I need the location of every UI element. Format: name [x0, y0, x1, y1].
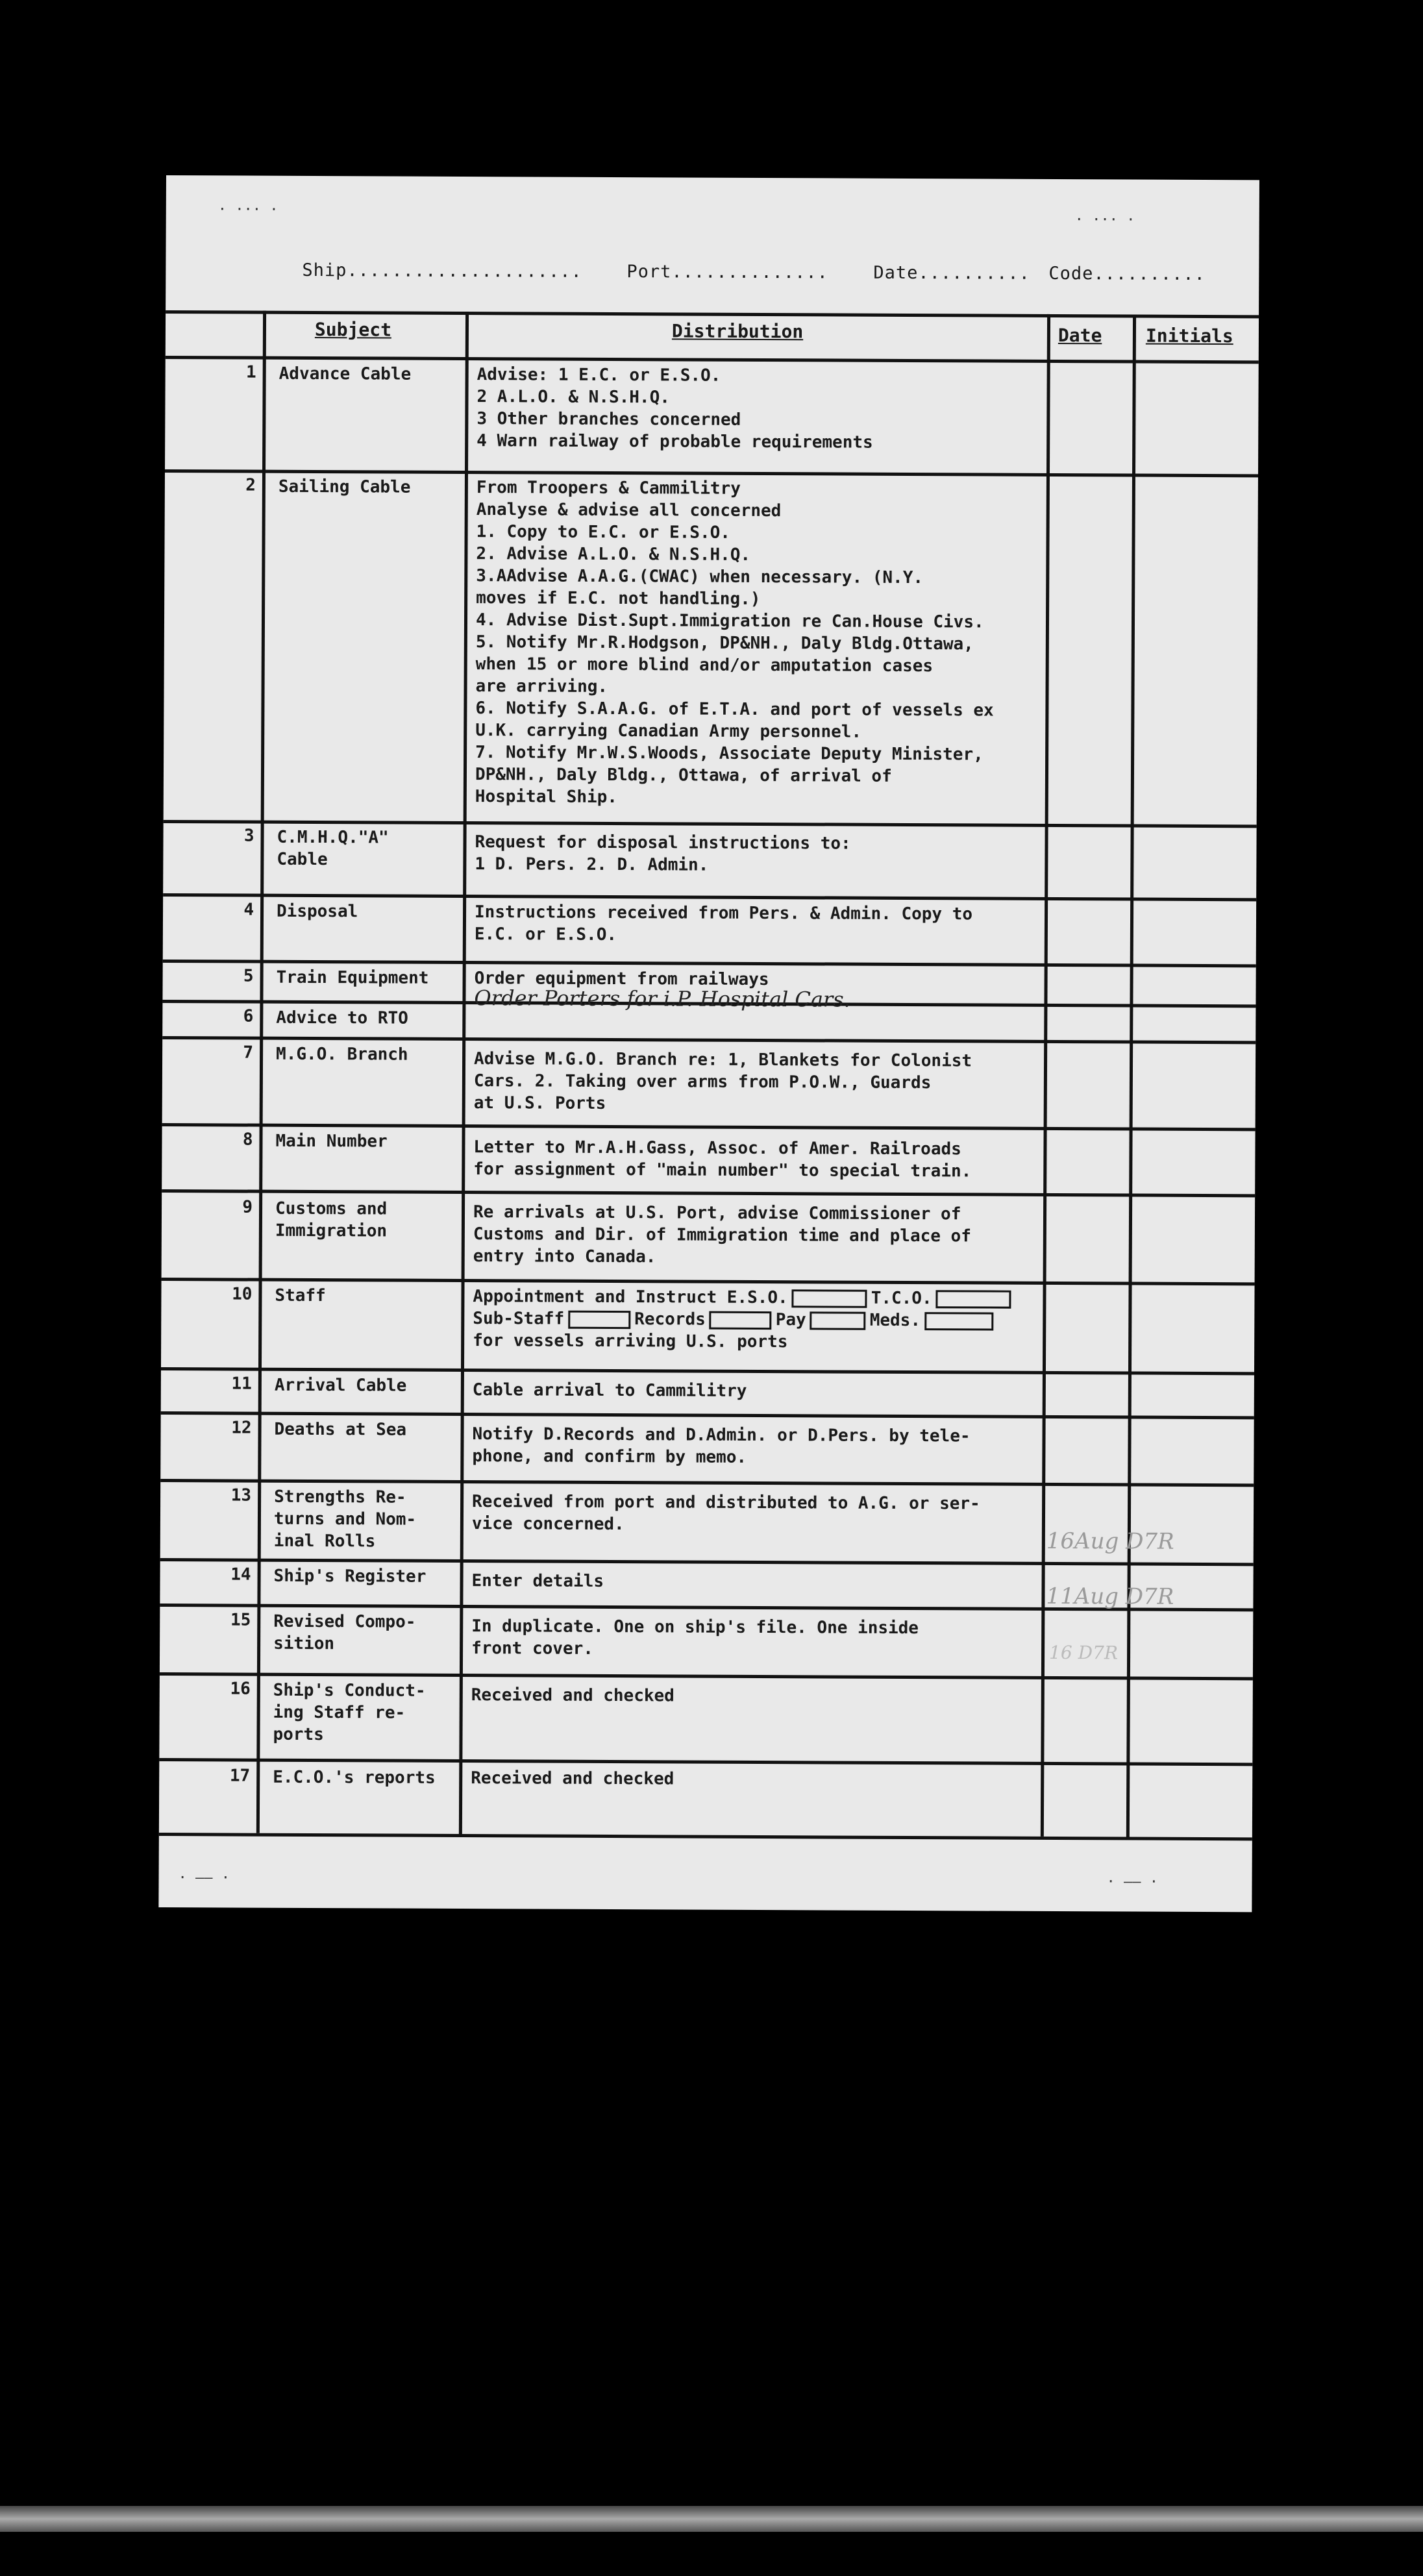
row-distribution: Notify D.Records and D.Admin. or D.Pers. by tele- phone, and confirm by memo. — [472, 1424, 971, 1467]
row-distribution: Letter to Mr.A.H.Gass, Assoc. of Amer. Railroads for assignment of "main number" to special train. — [473, 1137, 972, 1182]
row-number: 5 — [243, 966, 254, 986]
pencil-annotation: 16 D7R — [1049, 1641, 1119, 1664]
staff-pay-label: Pay — [775, 1310, 806, 1330]
row-number: 12 — [231, 1418, 252, 1438]
row-number: 6 — [243, 1006, 254, 1026]
staff-meds-label: Meds. — [869, 1310, 921, 1331]
checkbox[interactable] — [568, 1310, 630, 1328]
row-subject: Advice to RTO — [276, 1008, 408, 1028]
row-number: 7 — [243, 1043, 254, 1063]
row-subject: Disposal — [276, 901, 358, 922]
row-number: 1 — [245, 362, 256, 382]
row-number: 15 — [230, 1610, 251, 1630]
row-subject: Staff — [275, 1285, 326, 1306]
code-field: Code.......... — [1048, 263, 1206, 284]
checkbox[interactable] — [710, 1311, 772, 1329]
row-distribution: Received from port and distributed to A.G. or ser- vice concerned. — [471, 1492, 980, 1535]
staff-line-2 — [473, 1307, 997, 1332]
row-subject: Customs and Immigration — [275, 1198, 388, 1241]
row-number: 11 — [231, 1374, 252, 1394]
row-subject: C.M.H.Q."A" Cable — [277, 827, 389, 870]
row-subject: Sailing Cable — [278, 477, 411, 497]
row-subject: E.C.O.'s reports — [273, 1767, 436, 1788]
row-distribution: Enter details — [471, 1571, 604, 1591]
row-subject: Ship's Register — [273, 1566, 427, 1587]
date-field: Date.......... — [873, 262, 1030, 284]
handwritten-note: Order Porters for i.P. Hospital Cars. — [474, 985, 850, 1012]
row-number: 4 — [243, 900, 254, 920]
row-subject: Advance Cable — [278, 364, 412, 384]
row-number: 14 — [230, 1565, 251, 1585]
row-distribution: Advise M.G.O. Branch re: 1, Blankets for Colonist Cars. 2. Taking over arms from P.O.W., Guards at U.S. Ports — [473, 1049, 972, 1113]
checkbox[interactable] — [936, 1290, 1011, 1309]
checkbox[interactable] — [792, 1289, 867, 1308]
edge-mark: · —— · — [178, 1870, 230, 1887]
row-subject: Main Number — [275, 1131, 388, 1152]
row-subject: Revised Compo- sition — [273, 1611, 416, 1654]
row-distribution: Instructions received from Pers. & Admin. Copy to E.C. or E.S.O. — [474, 902, 973, 945]
pencil-annotation: 11Aug D7R — [1046, 1583, 1174, 1610]
distribution-table — [159, 310, 1259, 1840]
checkbox[interactable] — [924, 1312, 993, 1330]
col-date: Date — [1058, 324, 1102, 347]
ship-field: Ship..................... — [302, 260, 582, 282]
staff-substaff-label: Sub-Staff — [473, 1309, 565, 1329]
staff-tco-label: T.C.O. — [871, 1288, 932, 1309]
row-distribution: In duplicate. One on ship's file. One inside front cover. — [471, 1616, 919, 1659]
row-distribution: Received and checked — [471, 1768, 674, 1789]
row-distribution: From Troopers & Cammilitry Analyse & advise all concerned 1. Copy to E.C. or E.S.O. 2. Advise A.L.O. & N.S.H.Q. 3.AAdvise A.A.G.(CWAC) when necessary. (N.Y. moves if E.C. not handling.) 4. Advise Dist.Supt.Immigration re Can.House Civs. 5. Notify Mr.R.Hodgson, DP&NH., Daly Bldg.Ottawa, when 15 or more blind and/or amputation cases are arriving. 6. Notify S.A.A.G. of E.T.A. and port of vessels ex U.K. carrying Canadian Army personnel. 7. Notify Mr.W.S.Woods, Associate Deputy Minister, DP&NH., Daly Bldg., Ottawa, of arrival of Hospital Ship. — [475, 478, 994, 808]
checkbox[interactable] — [810, 1311, 866, 1330]
col-subject: Subject — [314, 319, 392, 341]
document-page — [158, 175, 1259, 1912]
row-number: 17 — [229, 1766, 251, 1786]
header-line — [302, 260, 1243, 303]
row-subject: Arrival Cable — [274, 1375, 407, 1396]
row-number: 10 — [232, 1284, 253, 1304]
row-subject: Deaths at Sea — [274, 1419, 407, 1440]
pencil-annotation: 16Aug D7R — [1046, 1528, 1174, 1555]
row-number: 13 — [230, 1485, 252, 1505]
row-number: 2 — [245, 475, 256, 495]
row-distribution: Received and checked — [471, 1685, 674, 1706]
col-distribution: Distribution — [671, 320, 804, 343]
staff-appointment-label: Appointment and Instruct E.S.O. — [473, 1287, 788, 1308]
row-subject: M.G.O. Branch — [276, 1044, 408, 1065]
row-number: 9 — [242, 1197, 253, 1217]
row-number: 3 — [243, 826, 254, 846]
edge-mark: · —— · — [1106, 1874, 1159, 1890]
col-initials: Initials — [1145, 325, 1233, 347]
edge-mark: · ··· · — [217, 201, 278, 218]
row-distribution: Order equipment from railways — [474, 969, 769, 990]
staff-line-1 — [473, 1285, 1015, 1310]
row-number: 16 — [230, 1679, 251, 1699]
row-subject: Train Equipment — [276, 967, 429, 988]
row-distribution: Cable arrival to Cammilitry — [472, 1380, 747, 1401]
row-distribution: Re arrivals at U.S. Port, advise Commissioner of Customs and Dir. of Immigration time and place of entry into Canada. — [473, 1202, 971, 1267]
row-number: 8 — [242, 1130, 253, 1150]
row-distribution: Advise: 1 E.C. or E.S.O. 2 A.L.O. & N.S.H.Q. 3 Other branches concerned 4 Warn railway of probable requirements — [476, 365, 873, 452]
staff-records-label: Records — [634, 1309, 706, 1330]
row-subject: Ship's Conduct- ing Staff re- ports — [273, 1680, 426, 1745]
row-subject: Strengths Re- turns and Nom- inal Rolls — [273, 1487, 417, 1552]
scanner-edge — [0, 2506, 1423, 2532]
staff-line-3: for vessels arriving U.S. ports — [473, 1331, 788, 1352]
port-field: Port.............. — [626, 262, 829, 283]
edge-mark: · ··· · — [1074, 212, 1135, 229]
row-distribution: Request for disposal instructions to: 1 D. Pers. 2. D. Admin. — [475, 832, 851, 875]
